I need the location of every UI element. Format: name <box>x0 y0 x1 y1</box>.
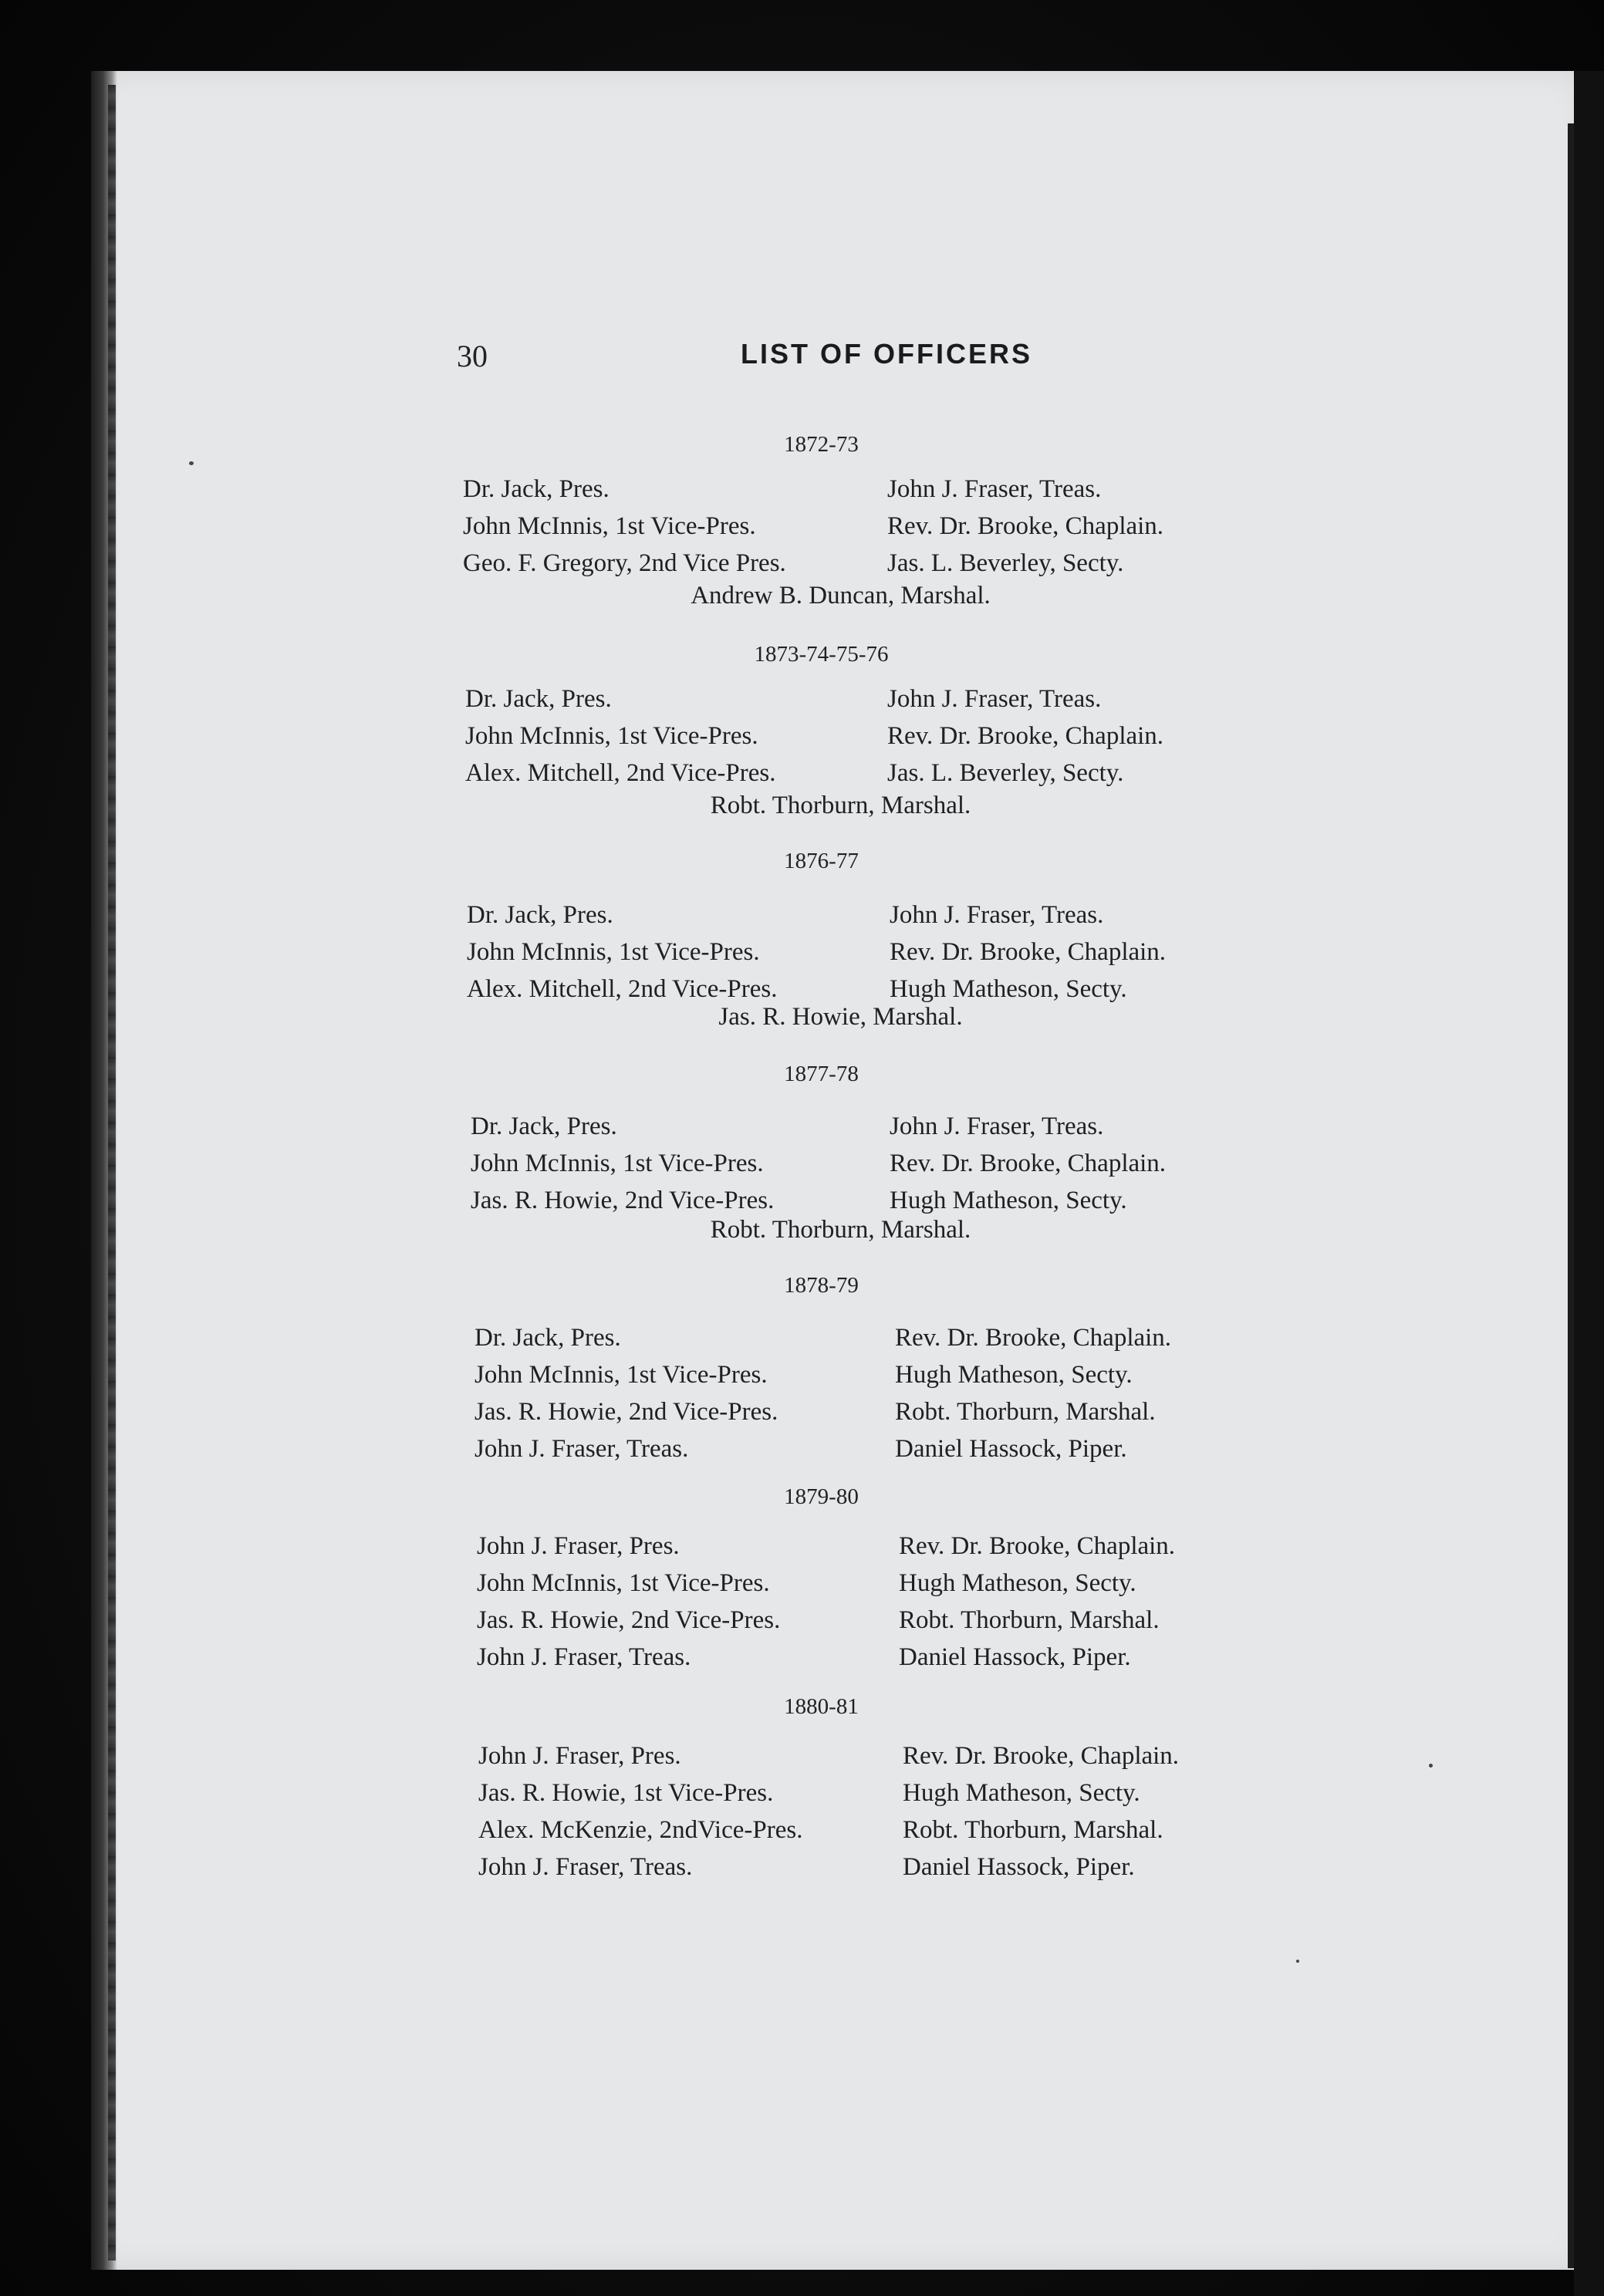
officer-list-left <box>467 896 778 1008</box>
officer-entry: John J. Fraser, Treas. <box>477 1643 691 1671</box>
officer-entry: Hugh Matheson, Secty. <box>895 1361 1133 1389</box>
officer-list-left <box>477 1528 780 1676</box>
scan-right-border <box>1574 71 1604 2296</box>
officer-entry: Rev. Dr. Brooke, Chaplain. <box>887 722 1164 750</box>
marshal-entry: Andrew B. Duncan, Marshal. <box>691 582 991 609</box>
officer-entry: Alex. McKenzie, 2ndVice-Pres. <box>478 1816 803 1844</box>
officer-entry: John J. Fraser, Treas. <box>478 1853 693 1881</box>
officer-entry: Rev. Dr. Brooke, Chaplain. <box>890 938 1167 966</box>
marshal-entry: Jas. R. Howie, Marshal. <box>718 1003 963 1031</box>
officer-entry: John J. Fraser, Treas. <box>890 901 1104 929</box>
section-year: 1877-78 <box>784 1062 859 1086</box>
officer-entry: Dr. Jack, Pres. <box>471 1113 617 1140</box>
officer-entry: John J. Fraser, Treas. <box>890 1113 1104 1140</box>
officer-entry: Rev. Dr. Brooke, Chaplain. <box>903 1742 1180 1770</box>
officer-entry: John J. Fraser, Treas. <box>887 475 1102 503</box>
officer-entry: Hugh Matheson, Secty. <box>890 1187 1127 1214</box>
officer-entry: Robt. Thorburn, Marshal. <box>899 1606 1160 1634</box>
officer-entry: Jas. L. Beverley, Secty. <box>887 549 1124 577</box>
page-number: 30 <box>457 339 488 373</box>
section-year: 1878-79 <box>784 1273 859 1298</box>
officer-entry: Hugh Matheson, Secty. <box>899 1569 1136 1597</box>
page-binding-shadow <box>108 85 116 2261</box>
officer-entry: John McInnis, 1st Vice-Pres. <box>467 938 760 966</box>
officer-entry: John J. Fraser, Treas. <box>474 1435 689 1463</box>
officer-entry: Dr. Jack, Pres. <box>467 901 613 929</box>
officer-entry: John McInnis, 1st Vice-Pres. <box>471 1150 764 1177</box>
section-year: 1879-80 <box>784 1484 859 1509</box>
officer-entry: John McInnis, 1st Vice-Pres. <box>474 1361 768 1389</box>
officer-entry: Daniel Hassock, Piper. <box>899 1643 1131 1671</box>
officer-list-left <box>474 1319 778 1467</box>
officer-entry: John J. Fraser, Pres. <box>478 1742 681 1770</box>
officer-entry: John J. Fraser, Pres. <box>477 1532 680 1560</box>
officer-entry: Alex. Mitchell, 2nd Vice-Pres. <box>467 975 778 1003</box>
officer-entry: Rev. Dr. Brooke, Chaplain. <box>887 512 1164 540</box>
officer-list-right <box>890 1108 1166 1219</box>
officer-entry: John McInnis, 1st Vice-Pres. <box>463 512 756 540</box>
officer-entry: Jas. R. Howie, 1st Vice-Pres. <box>478 1779 774 1807</box>
section-year: 1880-81 <box>784 1694 859 1719</box>
officer-entry: Jas. L. Beverley, Secty. <box>887 759 1124 787</box>
officer-entry: Daniel Hassock, Piper. <box>895 1435 1127 1463</box>
paper-speck <box>1296 1960 1299 1963</box>
officer-entry: Robt. Thorburn, Marshal. <box>895 1398 1156 1426</box>
officer-entry: Dr. Jack, Pres. <box>463 475 610 503</box>
officer-entry: Rev. Dr. Brooke, Chaplain. <box>890 1150 1167 1177</box>
officer-list-left <box>471 1108 774 1219</box>
officer-entry: Jas. R. Howie, 2nd Vice-Pres. <box>474 1398 778 1426</box>
officer-entry: John McInnis, 1st Vice-Pres. <box>465 722 758 750</box>
officer-entry: Dr. Jack, Pres. <box>465 685 612 713</box>
page-title: LIST OF OFFICERS <box>741 338 1032 370</box>
book-page <box>91 71 1584 2270</box>
officer-entry: John McInnis, 1st Vice-Pres. <box>477 1569 770 1597</box>
officer-entry: Rev. Dr. Brooke, Chaplain. <box>895 1324 1172 1352</box>
officer-entry: Dr. Jack, Pres. <box>474 1324 621 1352</box>
officer-list-left <box>478 1737 802 1886</box>
marshal-entry: Robt. Thorburn, Marshal. <box>710 792 971 819</box>
running-head <box>0 338 1604 384</box>
marshal-entry: Robt. Thorburn, Marshal. <box>710 1216 971 1244</box>
officer-entry: Alex. Mitchell, 2nd Vice-Pres. <box>465 759 776 787</box>
officer-entry: John J. Fraser, Treas. <box>887 685 1102 713</box>
section-year: 1872-73 <box>784 432 859 457</box>
officer-entry: Robt. Thorburn, Marshal. <box>903 1816 1163 1844</box>
officer-entry: Jas. R. Howie, 2nd Vice-Pres. <box>471 1187 775 1214</box>
officer-entry: Jas. R. Howie, 2nd Vice-Pres. <box>477 1606 781 1634</box>
officer-entry: Rev. Dr. Brooke, Chaplain. <box>899 1532 1176 1560</box>
paper-speck <box>189 461 194 465</box>
officer-entry: Hugh Matheson, Secty. <box>903 1779 1140 1807</box>
section-year: 1876-77 <box>784 849 859 873</box>
officer-list-right <box>895 1319 1171 1467</box>
officer-list-left <box>465 680 776 792</box>
paper-speck <box>1429 1764 1433 1768</box>
officer-entry: Geo. F. Gregory, 2nd Vice Pres. <box>463 549 786 577</box>
officer-list-right <box>903 1737 1179 1886</box>
section-year: 1873-74-75-76 <box>754 642 889 667</box>
officer-list-right <box>890 896 1166 1008</box>
officer-list-left <box>463 471 786 582</box>
officer-entry: Daniel Hassock, Piper. <box>903 1853 1135 1881</box>
officer-entry: Hugh Matheson, Secty. <box>890 975 1127 1003</box>
officer-list-right <box>887 471 1163 582</box>
officer-list-right <box>899 1528 1175 1676</box>
officer-list-right <box>887 680 1163 792</box>
